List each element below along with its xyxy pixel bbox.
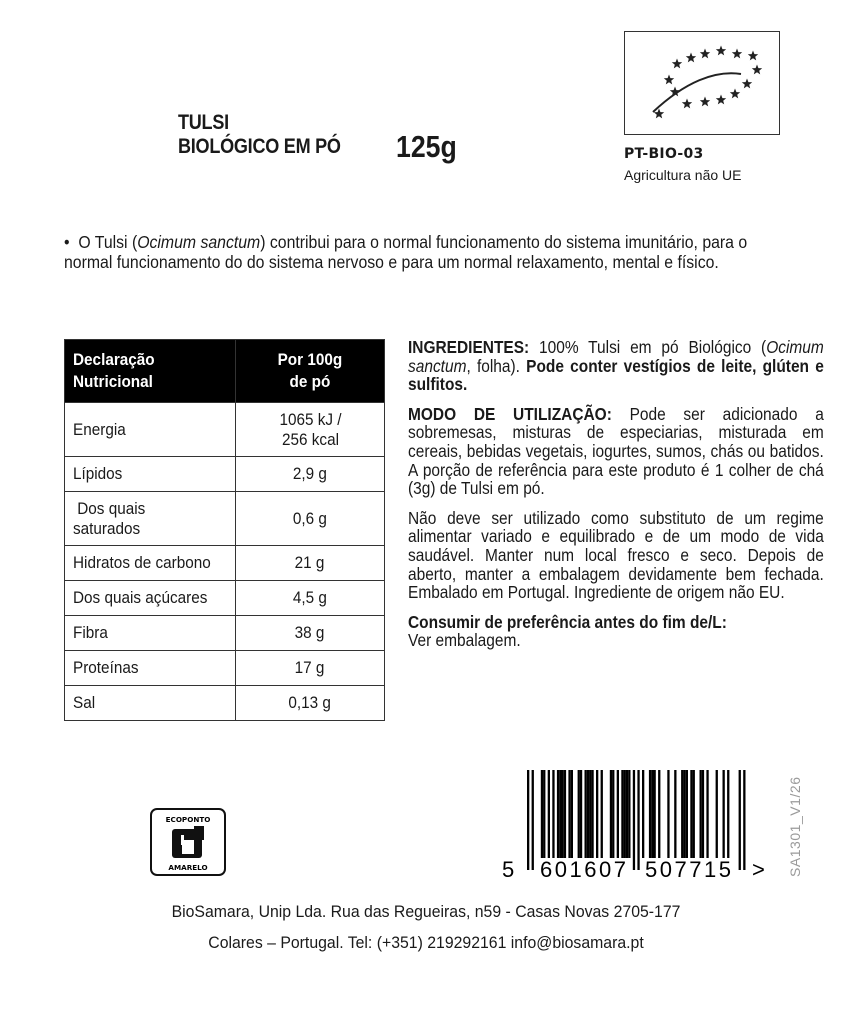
ecoponto-logo xyxy=(150,808,226,876)
table-row xyxy=(65,546,385,581)
usage-label: MODO DE UTILIZAÇÃO: xyxy=(408,403,612,424)
barcode-left-group: 601607 xyxy=(540,857,626,882)
ean-barcode xyxy=(500,770,772,887)
row-label: Proteínas xyxy=(65,651,236,686)
barcode-bar xyxy=(617,770,619,858)
leaf-star xyxy=(700,97,710,107)
ingredients-latin-name: Ocimum sanctum xyxy=(408,337,824,376)
ingredients-label: INGREDIENTES: xyxy=(408,337,530,357)
eu-organic-logo xyxy=(624,31,780,135)
barcode-bar xyxy=(601,770,603,858)
organic-control-code: PT-BIO-03 xyxy=(624,146,704,162)
barcode-bar xyxy=(578,770,580,858)
table-row xyxy=(65,581,385,616)
barcode-bar xyxy=(716,770,718,858)
row-value: 21 g xyxy=(236,546,385,581)
header-nutricional: Nutricional xyxy=(73,372,153,391)
row-value: 38 g xyxy=(236,616,385,651)
barcode-bar xyxy=(543,770,545,858)
row-label: Hidratos de carbono xyxy=(65,546,236,581)
product-name-line2: BIOLÓGICO EM PÓ xyxy=(178,135,341,158)
row-label: Sal xyxy=(65,686,236,721)
barcode-bar xyxy=(637,770,639,870)
barcode-bar xyxy=(587,770,589,858)
barcode-bar xyxy=(571,770,573,858)
ecoponto-top-text: ECOPONTO xyxy=(165,815,211,824)
best-before-paragraph xyxy=(408,613,824,650)
company-address: BioSamara, Unip Lda. Rua das Regueiras, n59 - Casas Novas 2705-177 xyxy=(171,902,681,921)
barcode-graphic xyxy=(500,770,772,882)
claim-latin-name: Ocimum sanctum xyxy=(137,232,261,252)
barcode-bar xyxy=(706,770,708,858)
row-value: 17 g xyxy=(236,651,385,686)
barcode-bar xyxy=(633,770,635,870)
header-de-po: de pó xyxy=(289,372,331,391)
barcode-bar xyxy=(532,770,534,870)
barcode-bar xyxy=(626,770,628,858)
barcode-bar xyxy=(693,770,695,858)
barcode-bar xyxy=(562,770,564,858)
barcode-bar xyxy=(568,770,570,858)
barcode-bar xyxy=(580,770,582,858)
leaf-star xyxy=(672,59,682,69)
barcode-bar xyxy=(674,770,676,858)
info-column xyxy=(408,338,824,650)
nutrition-table xyxy=(64,339,385,721)
svg-text:SA1301_V1/26: SA1301_V1/26 xyxy=(787,777,803,877)
best-before-text: Ver embalagem. xyxy=(408,630,521,651)
barcode-bar xyxy=(727,770,729,858)
barcode-bar xyxy=(686,770,688,858)
barcode-bar xyxy=(690,770,692,858)
usage-paragraph: MODO DE UTILIZAÇÃO: Pode ser adicionado a sobremesas, misturas de especiarias, misturada em cereais, bebidas vegetais, iogurtes, sumos, chás ou batidos. A porção de referência para este produto é 1 colher de chá (3g) de Tulsi em pó. xyxy=(408,403,824,499)
leaf-star xyxy=(730,89,740,99)
net-weight: 125g xyxy=(396,129,457,164)
nutrition-header-label xyxy=(65,340,236,403)
barcode-bar xyxy=(564,770,566,858)
warning-paragraph: Não deve ser utilizado como substituto de um regime alimentar variado e equilibrado e de um modo de vida saudável. Manter num local fresco e seco. Depois de aberto, manter a embalagem devidamente bem fechada. Embalado em Portugal. Ingrediente de origem não EU. xyxy=(408,507,824,603)
header-declaracao: Declaração xyxy=(73,350,155,369)
barcode-bar xyxy=(628,770,630,858)
header-por-100g: Por 100g xyxy=(277,350,343,369)
product-name xyxy=(178,111,341,159)
row-value: 4,5 g xyxy=(236,581,385,616)
barcode-end-mark: > xyxy=(752,857,765,882)
table-row xyxy=(65,686,385,721)
barcode-bar xyxy=(548,770,550,858)
barcode-bar xyxy=(610,770,612,858)
table-row xyxy=(65,457,385,492)
nutrition-header-per100 xyxy=(236,340,385,403)
leaf-star xyxy=(716,46,726,56)
barcode-bar xyxy=(527,770,529,870)
barcode-bar xyxy=(658,770,660,858)
leaf-star xyxy=(664,75,674,85)
barcode-bar xyxy=(557,770,559,858)
barcode-bar xyxy=(559,770,561,858)
table-row xyxy=(65,651,385,686)
batch-code xyxy=(783,776,807,878)
barcode-bar xyxy=(667,770,669,858)
claim-text-end: ) contribui para o normal funcionamento do sistema imunitário, para o normal funcionamento do do sistema nervoso e para um normal relaxamento, mental e físico. xyxy=(64,232,748,272)
barcode-bar xyxy=(596,770,598,858)
barcode-bar xyxy=(585,770,587,858)
product-name-line1: TULSI xyxy=(178,111,229,134)
barcode-bar xyxy=(681,770,683,858)
company-contact: Colares – Portugal. Tel: (+351) 219292161 info@biosamara.pt xyxy=(208,933,644,952)
leaf-star xyxy=(716,95,726,105)
row-label: Dos quais açúcares xyxy=(65,581,236,616)
barcode-bar xyxy=(621,770,623,858)
leaf-star xyxy=(742,79,752,89)
barcode-bar xyxy=(649,770,651,858)
barcode-bar xyxy=(552,770,554,858)
leaf-star xyxy=(700,49,710,59)
barcode-bar xyxy=(541,770,543,858)
leaf-star xyxy=(748,51,758,61)
row-label: Fibra xyxy=(65,616,236,651)
row-label: Dos quais saturados xyxy=(65,492,236,546)
table-row xyxy=(65,403,385,457)
table-row xyxy=(65,492,385,546)
ecoponto-bottom-text: AMARELO xyxy=(168,863,208,872)
barcode-bar xyxy=(624,770,626,858)
barcode-bar xyxy=(612,770,614,858)
barcode-bar xyxy=(591,770,593,858)
row-label: Energia xyxy=(65,403,236,457)
row-value: 0,13 g xyxy=(236,686,385,721)
barcode-bar xyxy=(739,770,741,870)
row-value: 1065 kJ / 256 kcal xyxy=(236,403,385,457)
recycling-bin-icon xyxy=(172,826,204,858)
best-before-label: Consumir de preferência antes do fim de/L: xyxy=(408,611,727,632)
bullet: • xyxy=(64,232,70,252)
row-value: 2,9 g xyxy=(236,457,385,492)
barcode-bar xyxy=(723,770,725,858)
row-value: 0,6 g xyxy=(236,492,385,546)
barcode-bar xyxy=(683,770,685,858)
nutrition-header-row xyxy=(65,340,385,403)
eu-organic-leaf-icon xyxy=(625,32,778,133)
leaf-star xyxy=(752,65,762,75)
leaf-star xyxy=(732,49,742,59)
barcode-bar xyxy=(651,770,653,858)
barcode-bar xyxy=(700,770,702,858)
barcode-bar xyxy=(642,770,644,858)
barcode-first-digit: 5 xyxy=(502,857,515,882)
organic-origin: Agricultura não UE xyxy=(624,167,742,183)
barcode-bar xyxy=(702,770,704,858)
barcode-right-group: 507715 xyxy=(645,857,731,882)
claim-text-start: O Tulsi ( xyxy=(78,232,138,252)
leaf-star xyxy=(682,99,692,109)
barcode-bar xyxy=(589,770,591,858)
leaf-star xyxy=(686,53,696,63)
allergen-warning: Pode conter vestígios de leite, glúten e sulfitos. xyxy=(408,355,824,395)
ingredients-paragraph: INGREDIENTES: 100% Tulsi em pó Biológico (Ocimum sanctum, folha). Pode conter vestígios de leite, glúten e sulfitos. xyxy=(408,337,824,395)
health-claim xyxy=(64,233,763,272)
barcode-bar xyxy=(654,770,656,858)
table-row xyxy=(65,616,385,651)
barcode-bar xyxy=(743,770,745,870)
row-label: Lípidos xyxy=(65,457,236,492)
